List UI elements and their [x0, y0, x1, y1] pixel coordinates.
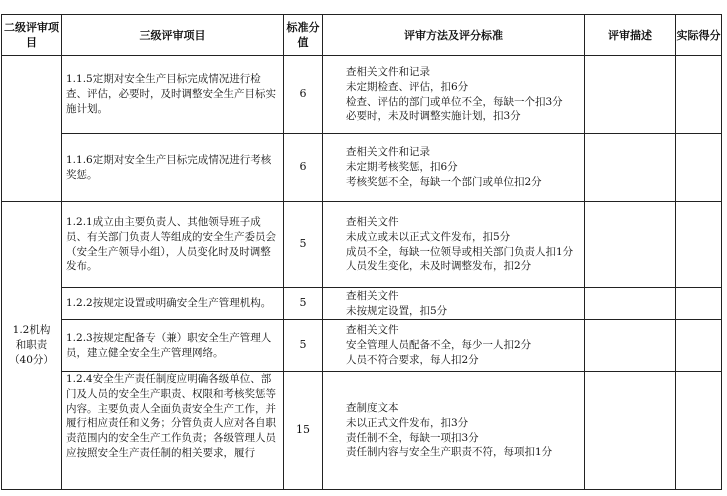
actual-score-cell[interactable]	[676, 288, 722, 320]
table-row	[2, 56, 722, 134]
group-label: （40分）	[9, 353, 54, 366]
table-row	[2, 372, 722, 490]
actual-score-cell[interactable]	[676, 372, 722, 490]
method-line: 查相关文件	[346, 215, 399, 228]
standard-score: 6	[284, 56, 323, 134]
table-header-row	[2, 15, 722, 56]
item-text: 1.2.4安全生产责任制度应明确各级单位、部门及人员的安全生产职责、权限和考核奖惩等内容。主要负责人全面负责安全生产工作，并履行相应责任和义务；分管负责人应对各自职责范围内的安全生产工作负责；各级管理人员应按照安全生产责任制的相关要求，履行	[62, 372, 284, 490]
actual-score-cell[interactable]	[676, 320, 722, 372]
method-line: 人员发生变化，未及时调整发布，扣2分	[346, 260, 532, 273]
method-line: 考核奖惩不全，每缺一个部门或单位扣2分	[346, 175, 542, 188]
item-text: 1.2.3按规定配备专（兼）职安全生产管理人员，建立健全安全生产管理网络。	[62, 320, 284, 372]
method-line: 责任制不全，每缺一项扣3分	[346, 431, 479, 444]
method-line: 查相关文件	[346, 289, 399, 302]
method-line: 人员不符合要求，每人扣2分	[346, 353, 479, 366]
header-description: 评审描述	[585, 15, 676, 56]
method-line: 查相关文件	[346, 324, 399, 337]
method-cell	[323, 202, 585, 288]
method-line: 必要时，未及时调整实施计划，扣3分	[346, 110, 521, 123]
header-tertiary-item: 三级评审项目	[62, 15, 284, 56]
description-cell[interactable]	[585, 288, 676, 320]
method-line: 查制度文本	[346, 401, 399, 414]
description-cell[interactable]	[585, 202, 676, 288]
method-line: 查相关文件和记录	[346, 146, 430, 159]
standard-score: 5	[284, 320, 323, 372]
method-cell	[323, 56, 585, 134]
method-line: 责任制内容与安全生产职责不符，每项扣1分	[346, 446, 553, 459]
item-text: 1.2.1成立由主要负责人、其他领导班子成员、有关部门负责人等组成的安全生产委员会（安全生产领导小组），人员变化时及时调整发布。	[62, 202, 284, 288]
standard-score: 6	[284, 134, 323, 202]
header-actual-score: 实际得分	[676, 15, 722, 56]
actual-score-cell[interactable]	[676, 134, 722, 202]
item-text: 1.1.5定期对安全生产目标完成情况进行检查、评估，必要时，及时调整安全生产目标实施计划。	[62, 56, 284, 134]
method-line: 安全管理人员配备不全，每少一人扣2分	[346, 339, 532, 352]
standard-score: 15	[284, 372, 323, 490]
description-cell[interactable]	[585, 320, 676, 372]
table-row	[2, 202, 722, 288]
group-cell-empty	[2, 56, 62, 202]
evaluation-table	[1, 14, 722, 490]
method-cell	[323, 320, 585, 372]
description-cell[interactable]	[585, 134, 676, 202]
group-label-cell	[2, 202, 62, 490]
method-line: 成员不全，每缺一位领导或相关部门负责人扣1分	[346, 245, 574, 258]
item-text: 1.1.6定期对安全生产目标完成情况进行考核奖惩。	[62, 134, 284, 202]
method-line: 检查、评估的部门或单位不全，每缺一个扣3分	[346, 95, 563, 108]
standard-score: 5	[284, 202, 323, 288]
method-cell	[323, 372, 585, 490]
group-label: 和职责	[15, 339, 48, 352]
method-line: 未定期考核奖惩，扣6分	[346, 161, 458, 174]
method-line: 未按规定设置，扣5分	[346, 304, 448, 317]
header-standard-score: 标准分值	[284, 15, 323, 56]
method-line: 未定期检查、评估，扣6分	[346, 80, 469, 93]
table-row	[2, 288, 722, 320]
table-row	[2, 320, 722, 372]
header-secondary-item: 二级评审项目	[2, 15, 62, 56]
actual-score-cell[interactable]	[676, 56, 722, 134]
standard-score: 5	[284, 288, 323, 320]
method-line: 未成立或未以正式文件发布，扣5分	[346, 230, 511, 243]
method-line: 未以正式文件发布，扣3分	[346, 416, 469, 429]
description-cell[interactable]	[585, 56, 676, 134]
header-method: 评审方法及评分标准	[323, 15, 585, 56]
item-text: 1.2.2按规定设置或明确安全生产管理机构。	[62, 288, 284, 320]
description-cell[interactable]	[585, 372, 676, 490]
actual-score-cell[interactable]	[676, 202, 722, 288]
method-line: 查相关文件和记录	[346, 65, 430, 78]
method-cell	[323, 288, 585, 320]
group-label: 1.2机构	[12, 324, 51, 337]
method-cell	[323, 134, 585, 202]
table-row	[2, 134, 722, 202]
